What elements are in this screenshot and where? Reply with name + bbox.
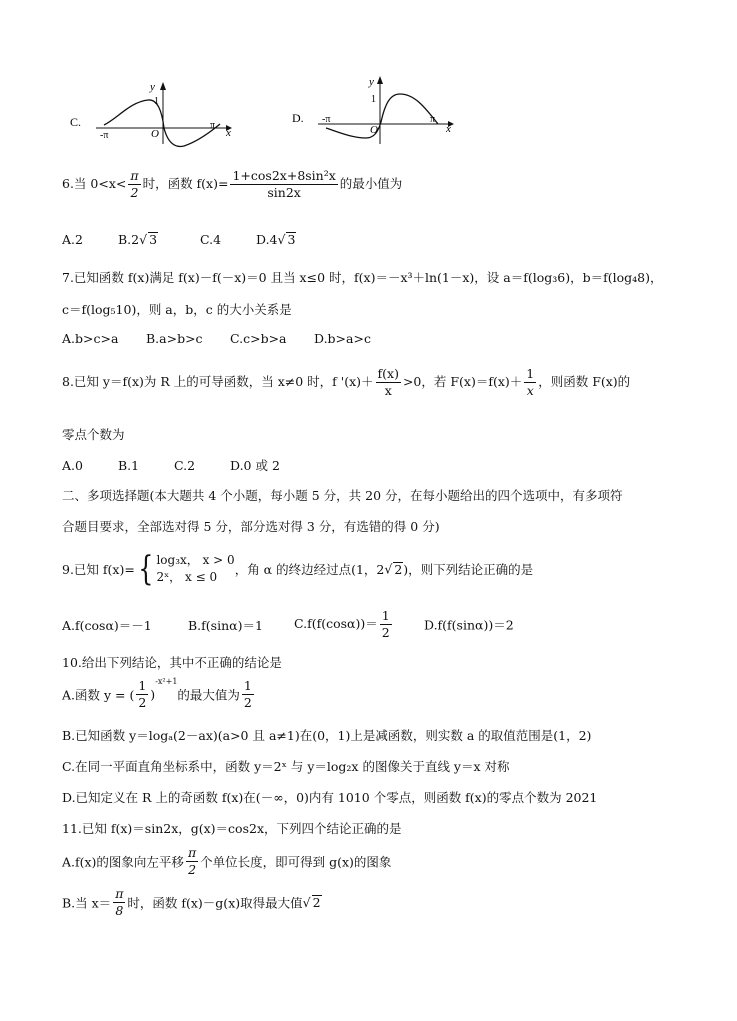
- q8-frac2: $\frac{1}{x}$: [526, 366, 535, 398]
- q8-stem: 8.已知 y＝f(x)为 R 上的可导函数，当 x≠0 时，f '(x)＋ $\frac{f(x)}{x}$ >0，若 F(x)＝f(x)＋ $\frac{1}{x}$ ，则函数 F(x)的: [62, 366, 631, 398]
- q7-line2: c＝f(log₅10)，则 a，b，c 的大小关系是: [62, 302, 292, 317]
- graph-d-label: D.: [292, 111, 304, 125]
- q8-options: [62, 456, 280, 474]
- q6-stem: 6.当 0<x< $\frac{\pi}{2}$ 时，函数 f(x)= $\frac{\text{1+cos2x+8sin²x}}{\sin 2x}$ 的最小值为: [62, 168, 403, 200]
- graph-c-curve: [104, 100, 220, 147]
- q9-cases: log₃x， x > 0 2ˣ， x ≤ 0: [156, 553, 235, 584]
- q6-option-b[interactable]: B.2√ 3: [118, 232, 158, 247]
- graph-c-origin: O: [151, 128, 159, 140]
- section2-line2: 合题目要求，全部选对得 5 分，部分选对得 3 分，有选错的得 0 分): [62, 519, 440, 534]
- q9-option-c[interactable]: C.f(f(cosα))＝ $\frac{1}{2}$: [294, 608, 390, 640]
- q6-options: [62, 232, 296, 247]
- q10-title: 10.给出下列结论，其中不正确的结论是: [62, 655, 282, 670]
- graph-d-x-label: x: [446, 123, 451, 135]
- q6-pi-frac: $\frac{\pi}{2}$: [130, 168, 139, 200]
- graph-c-left-tick: -π: [100, 130, 109, 141]
- q9-option-a[interactable]: A.f(cosα)＝－1: [62, 617, 152, 633]
- q9-brace: {: [138, 549, 154, 589]
- q7-options: [62, 331, 371, 346]
- q7-option-a[interactable]: A.b>c>a: [62, 331, 119, 346]
- q10-option-a[interactable]: A.函数 y = ( $\frac{1}{2}$ )$^{-x^2+1}$的最大值为 $\frac{1}{2}$: [62, 677, 252, 710]
- graph-c-label: C.: [70, 115, 82, 129]
- q7-option-b[interactable]: B.a>b>c: [146, 331, 203, 346]
- graph-d-left-tick: -π: [322, 114, 331, 125]
- q10-option-d[interactable]: D.已知定义在 R 上的奇函数 f(x)在(－∞，0)内有 1010 个零点，则函数 f(x)的零点个数为 2021: [62, 790, 598, 805]
- q10-option-b[interactable]: B.已知函数 y＝logₐ(2－ax)(a>0 且 a≠1)在(0，1)上是减函数，则实数 a 的取值范围是(1，2): [62, 728, 592, 743]
- graph-d-one: 1: [371, 94, 376, 105]
- q6-option-d[interactable]: D.4√ 3: [256, 232, 296, 247]
- graph-d-curve: [326, 94, 438, 138]
- graph-d: [290, 72, 462, 148]
- graph-d-y-arrow: [377, 76, 383, 84]
- q11-option-a[interactable]: A.f(x)的图象向左平移 $\frac{\pi}{2}$ 个单位长度，即可得到 g(x)的图象: [62, 845, 392, 877]
- q8-option-a[interactable]: A.0: [62, 458, 83, 473]
- q6-option-c[interactable]: C.4: [200, 232, 222, 247]
- q8-frac1: $\frac{f(x)}{x}$: [377, 366, 399, 398]
- q11-option-b[interactable]: B.当 x＝ $\frac{\pi}{8}$ 时，函数 f(x)－g(x)取得最大值√ 2: [62, 886, 321, 918]
- graph-c-one: 1: [154, 96, 159, 107]
- graph-d-right-tick: π: [430, 114, 436, 125]
- q8-option-c[interactable]: C.2: [174, 458, 196, 473]
- q7-option-d[interactable]: D.b>a>c: [314, 331, 371, 346]
- q6-main-frac: $\frac{\text{1+cos2x+8sin²x}}{\sin 2x}$: [232, 168, 336, 200]
- graph-c: [68, 78, 240, 150]
- q9-option-b[interactable]: B.f(sinα)＝1: [188, 617, 263, 633]
- q11-title: 11.已知 f(x)＝sin2x，g(x)＝cos2x，下列四个结论正确的是: [62, 821, 402, 836]
- q9-option-d[interactable]: D.f(f(sinα))＝2: [424, 617, 514, 633]
- graph-c-right-tick: π: [210, 120, 216, 131]
- q8-option-d[interactable]: D.0 或 2: [230, 458, 280, 473]
- q8-line2: 零点个数为: [62, 427, 125, 442]
- q9-options: [62, 608, 514, 641]
- graph-d-origin: O: [370, 124, 378, 136]
- q9-stem: 9.已知 f(x)={ log₃x， x > 0 2ˣ， x ≤ 0 ，角 α 的终边经过点(1，2√ 2)，则下列结论正确的是: [62, 549, 534, 589]
- graph-c-y-arrow: [160, 82, 166, 90]
- section2-line1: 二、多项选择题(本大题共 4 个小题，每小题 5 分，共 20 分，在每小题给出的四个选项中，有多项符: [62, 488, 623, 503]
- graph-c-x-label: x: [226, 127, 231, 139]
- graph-c-y-label: y: [150, 81, 155, 93]
- q7-option-c[interactable]: C.c>b>a: [230, 331, 287, 346]
- q6-option-a[interactable]: A.2: [62, 232, 83, 247]
- q10-option-c[interactable]: C.在同一平面直角坐标系中，函数 y＝2ˣ 与 y＝log₂x 的图像关于直线 y＝x 对称: [62, 759, 510, 774]
- q7-line1: 7.已知函数 f(x)满足 f(x)－f(－x)＝0 且当 x≤0 时，f(x)＝－x³＋ln(1－x)，设 a＝f(log₃6)，b＝f(log₄8)，: [62, 270, 663, 285]
- q8-option-b[interactable]: B.1: [118, 458, 140, 473]
- graph-d-y-label: y: [369, 76, 374, 88]
